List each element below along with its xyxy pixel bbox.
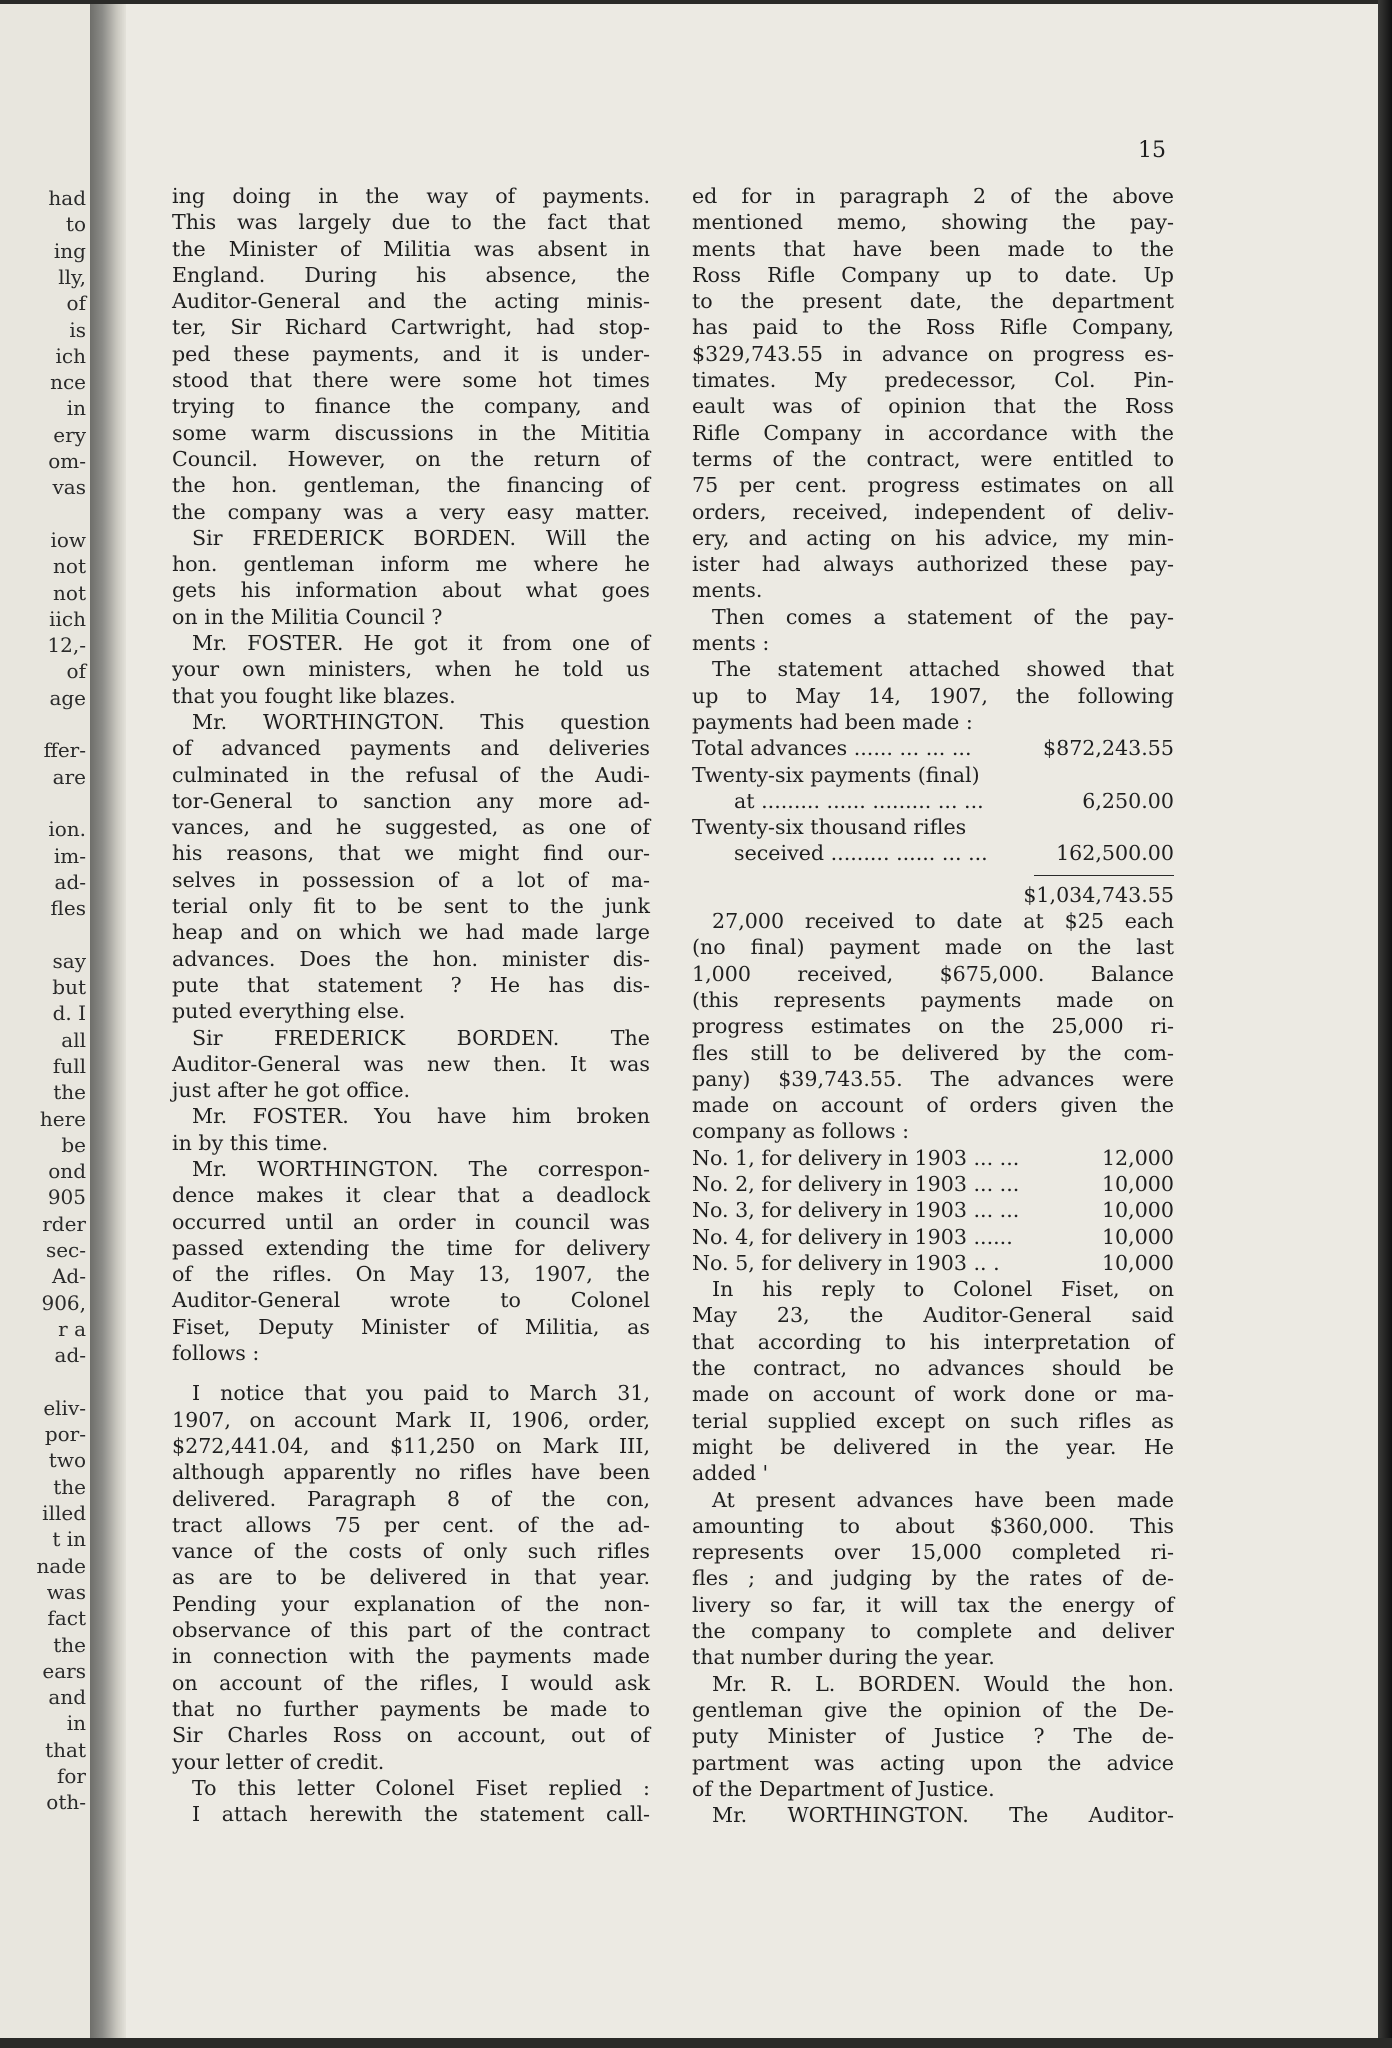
previous-page-fragment: of [66, 659, 86, 684]
text-line: In his reply to Colonel Fiset, on [712, 1277, 1174, 1302]
text-line: that number during the year. [692, 1645, 995, 1670]
text-line: in by this time. [172, 1130, 329, 1155]
text-line: terms of the contract, were entitled to [692, 446, 1174, 471]
payment-label: Total advances ...... ... ... ... [692, 736, 972, 761]
paragraph-gap [172, 1366, 650, 1380]
previous-page-fragment: that [45, 1737, 86, 1762]
text-line: (no final) payment made on the last [692, 935, 1174, 960]
text-line: company as follows : [692, 1119, 910, 1144]
text-line: the company to complete and deliver [692, 1619, 1174, 1644]
payment-label: Twenty-six payments (final) [692, 762, 980, 787]
previous-page-fragment: not [53, 580, 86, 605]
text-line: of advanced payments and deliveries [172, 736, 650, 761]
previous-page-fragment: vas [52, 475, 86, 500]
previous-page-fragment: eliv- [43, 1395, 86, 1420]
scan-border-top [0, 0, 1392, 4]
text-line: on in the Militia Council ? [172, 604, 443, 629]
previous-page-fragment: Ad- [51, 1264, 86, 1289]
text-line: heap and on which we had made large [172, 920, 650, 945]
order-label: No. 1, for delivery in 1903 ... ... [692, 1145, 1020, 1170]
text-line: although apparently no rifles have been [172, 1460, 650, 1485]
previous-page-fragment: for [56, 1764, 86, 1788]
previous-page-edge [0, 0, 90, 2048]
payment-grand-total: $1,034,743.55 [1023, 882, 1174, 907]
text-line: to the present date, the department [692, 289, 1174, 314]
text-line: fles ; and judging by the rates of de- [692, 1566, 1174, 1591]
text-line: Sir Charles Ross on account, out of [172, 1723, 650, 1748]
payment-label: at ......... ...... ......... ... ... [734, 788, 984, 813]
text-line: the hon. gentleman, the financing of [172, 473, 650, 498]
right-column-bottom-text [692, 1276, 1174, 1828]
previous-page-fragment: iich [49, 606, 86, 631]
text-line: culminated in the refusal of the Audi- [172, 762, 650, 787]
text-line: advances. Does the hon. minister dis- [172, 946, 650, 971]
previous-page-fragment: ad- [54, 869, 86, 894]
previous-page-fragment: im- [53, 843, 86, 868]
payments-statement [692, 735, 1174, 908]
order-row [692, 1224, 1174, 1250]
previous-page-fragment: por- [44, 1422, 86, 1447]
text-line: terial only fit to be sent to the junk [172, 894, 650, 919]
text-line: hon. gentleman inform me where he [172, 552, 650, 577]
previous-page-fragment: sec- [45, 1238, 86, 1262]
previous-page-fragment: ad- [54, 1343, 86, 1368]
previous-page-fragment: nade [36, 1553, 86, 1578]
text-line: To this letter Colonel Fiset replied : [192, 1775, 650, 1800]
previous-page-fragment: two [48, 1448, 86, 1473]
text-line: ments. [692, 578, 763, 603]
previous-page-fragment: 906, [41, 1290, 86, 1315]
previous-page-fragment: all [61, 1027, 86, 1052]
text-line: puted everything else. [172, 999, 406, 1024]
previous-page-fragment: rder [42, 1211, 86, 1236]
text-line: amounting to about $360,000. This [692, 1513, 1174, 1538]
text-line: of the Department of Justice. [692, 1776, 995, 1801]
text-line: Sir FREDERICK BORDEN. The [192, 1025, 650, 1050]
page-number: 15 [1138, 138, 1166, 163]
previous-page-fragment: had [48, 186, 86, 210]
text-line: May 23, the Auditor-General said [692, 1303, 1174, 1328]
text-line: Ross Rifle Company up to date. Up [692, 262, 1174, 287]
text-line: payments had been made : [692, 709, 973, 734]
text-line: selves in possession of a lot of ma- [172, 867, 650, 892]
text-line: 1907, on account Mark II, 1906, order, [172, 1407, 650, 1432]
payment-row [692, 814, 1174, 840]
text-line: made on account of orders given the [692, 1093, 1174, 1118]
text-line: trying to finance the company, and [172, 394, 650, 419]
text-line: Pending your explanation of the non- [172, 1591, 650, 1616]
text-line: mentioned memo, showing the pay- [692, 210, 1174, 235]
payment-label: Twenty-six thousand rifles [692, 815, 967, 840]
previous-page-fragment: but [52, 975, 86, 999]
payment-row [692, 788, 1174, 814]
text-line: partment was acting upon the advice [692, 1750, 1174, 1775]
previous-page-fragment: ears [42, 1658, 86, 1683]
order-row [692, 1197, 1174, 1223]
order-row [692, 1145, 1174, 1171]
text-line: Mr. WORTHINGTON. The correspon- [192, 1156, 650, 1181]
text-line: At present advances have been made [712, 1487, 1174, 1512]
text-line: ery, and acting on his advice, my min- [692, 525, 1174, 550]
previous-page-fragment: not [53, 554, 86, 579]
text-line: delivered. Paragraph 8 of the con, [172, 1486, 650, 1511]
text-line: ed for in paragraph 2 of the above [692, 184, 1174, 208]
text-line: $272,441.04, and $11,250 on Mark III, [172, 1433, 650, 1458]
order-row [692, 1250, 1174, 1276]
order-quantity: 10,000 [1101, 1198, 1174, 1223]
text-line: Mr. FOSTER. He got it from one of [192, 631, 650, 656]
previous-page-fragment: the [53, 1632, 86, 1657]
text-line: Mr. WORTHINGTON. This question [192, 709, 650, 734]
text-line: his reasons, that we might find our- [172, 841, 650, 866]
text-line: might be delivered in the year. He [692, 1434, 1174, 1459]
text-line: tor-General to sanction any more ad- [172, 788, 650, 813]
previous-page-fragment: r a [58, 1316, 86, 1341]
text-line: Rifle Company in accordance with the [692, 420, 1174, 445]
previous-page-fragment: t in [52, 1527, 86, 1552]
text-line: ister had always authorized these pay- [692, 552, 1174, 577]
previous-page-fragment: in [66, 1711, 86, 1736]
text-line: vances, and he suggested, as one of [172, 815, 650, 840]
text-line: Auditor-General wrote to Colonel [172, 1288, 650, 1313]
previous-page-fragment: nce [50, 370, 86, 395]
text-line: puty Minister of Justice ? The de- [692, 1724, 1174, 1749]
text-line: I attach herewith the statement call- [192, 1802, 650, 1827]
previous-page-fragment: ion. [48, 817, 86, 842]
text-line: orders, received, independent of deliv- [692, 499, 1174, 524]
text-line: tract allows 75 per cent. of the ad- [172, 1512, 650, 1537]
text-line: observance of this part of the contract [172, 1618, 650, 1643]
text-line: your letter of credit. [172, 1749, 385, 1774]
book-gutter [90, 0, 126, 2048]
right-column [692, 183, 1174, 1828]
text-line: in connection with the payments made [172, 1644, 650, 1669]
text-line: ped these payments, and it is under- [172, 341, 650, 366]
previous-page-fragment: fles [50, 896, 86, 921]
payment-amount: 162,500.00 [1056, 841, 1174, 866]
previous-page-fragment: are [52, 764, 86, 789]
text-line: ing doing in the way of payments. [172, 184, 650, 208]
previous-page-fragment: ing [53, 238, 86, 263]
previous-page-fragment: 905 [47, 1185, 86, 1210]
order-label: No. 2, for delivery in 1903 ... ... [692, 1171, 1020, 1196]
payment-row [692, 840, 1174, 866]
text-line: Mr. FOSTER. You have him broken [192, 1104, 650, 1129]
text-line: Auditor-General and the acting minis- [172, 289, 650, 314]
previous-page-fragment: full [52, 1053, 86, 1078]
payment-amount: 6,250.00 [1082, 788, 1174, 813]
text-line: Mr. WORTHINGTON. The Auditor- [712, 1803, 1174, 1828]
text-line: passed extending the time for delivery [172, 1235, 650, 1260]
text-line: This was largely due to the fact that [172, 210, 650, 235]
previous-page-fragment: lly, [58, 264, 86, 289]
text-line: livery so far, it will tax the energy of [692, 1592, 1174, 1617]
text-line: ter, Sir Richard Cartwright, had stop- [172, 315, 650, 340]
right-column-top-text [692, 183, 1174, 735]
previous-page-fragment: the [53, 1080, 86, 1105]
text-line: made on account of work done or ma- [692, 1382, 1174, 1407]
payment-row [692, 762, 1174, 788]
text-line: just after he got office. [172, 1078, 411, 1103]
text-line: eault was of opinion that the Ross [692, 394, 1174, 419]
previous-page-fragment: in [66, 396, 86, 421]
previous-page-fragment: ond [48, 1159, 86, 1184]
text-line: 75 per cent. progress estimates on all [692, 473, 1174, 498]
text-line: has paid to the Ross Rifle Company, [692, 315, 1174, 340]
text-line: Fiset, Deputy Minister of Militia, as [172, 1314, 650, 1339]
previous-page-fragment: to [65, 212, 86, 237]
payment-label: seceived ......... ...... ... ... [734, 841, 988, 866]
text-line: ments : [692, 631, 770, 656]
previous-page-fragment: here [39, 1106, 86, 1131]
order-quantity: 12,000 [1101, 1145, 1174, 1170]
text-line: occurred until an order in council was [172, 1209, 650, 1234]
text-line: gets his information about what goes [172, 578, 650, 603]
text-line: England. During his absence, the [172, 262, 650, 287]
text-line: Then comes a statement of the pay- [712, 604, 1174, 629]
text-line: stood that there were some hot times [172, 368, 650, 393]
previous-page-fragment: of [66, 291, 86, 316]
text-line: Auditor-General was new then. It was [172, 1051, 650, 1076]
previous-page-fragment: the [53, 1474, 86, 1499]
previous-page-fragment: say [52, 948, 86, 973]
text-line: $329,743.55 in advance on progress es- [692, 341, 1174, 366]
text-line: 1,000 received, $675,000. Balance [692, 961, 1174, 986]
text-line: some warm discussions in the Mititia [172, 420, 650, 445]
text-line: the company was a very easy matter. [172, 499, 650, 524]
right-column-middle-text [692, 908, 1174, 1145]
order-quantity: 10,000 [1101, 1224, 1174, 1249]
text-line: added ' [692, 1461, 769, 1486]
text-line: on account of the rifles, I would ask [172, 1670, 650, 1695]
text-line: Council. However, on the return of [172, 446, 650, 471]
text-line: the contract, no advances should be [692, 1356, 1174, 1381]
previous-page-fragment: be [61, 1132, 86, 1157]
previous-page-fragment: was [46, 1579, 86, 1604]
text-line: ments that have been made to the [692, 236, 1174, 261]
previous-page-fragment: om- [48, 449, 86, 473]
previous-page-fragment: oth- [46, 1790, 86, 1815]
text-line: terial supplied except on such rifles as [692, 1408, 1174, 1433]
text-line: your own ministers, when he told us [172, 657, 650, 682]
text-line: that you fought like blazes. [172, 683, 456, 708]
text-line: of the rifles. On May 13, 1907, the [172, 1262, 650, 1287]
previous-page-fragment: illed [42, 1501, 86, 1525]
text-line: progress estimates on the 25,000 ri- [692, 1014, 1174, 1039]
scan-border-right [1378, 0, 1392, 2048]
orders-list [692, 1145, 1174, 1276]
previous-page-fragment: ery [53, 422, 86, 447]
text-line: that no further payments be made to [172, 1696, 650, 1721]
previous-page-fragment: iow [50, 527, 86, 552]
previous-page-fragment: age [49, 685, 86, 710]
text-line: represents over 15,000 completed ri- [692, 1540, 1174, 1565]
text-line: Mr. R. L. BORDEN. Would the hon. [712, 1671, 1174, 1696]
text-line: pany) $39,743.55. The advances were [692, 1066, 1174, 1091]
text-line: 27,000 received to date at $25 each [712, 909, 1174, 934]
payment-amount: $872,243.55 [1042, 736, 1174, 761]
text-line: I notice that you paid to March 31, [192, 1381, 650, 1406]
order-quantity: 10,000 [1101, 1250, 1174, 1275]
scan-border-bottom [0, 2038, 1392, 2048]
text-line: Sir FREDERICK BORDEN. Will the [192, 525, 650, 550]
previous-page-fragment: ich [55, 343, 86, 368]
payment-row [692, 735, 1174, 761]
previous-page-fragment: and [48, 1685, 86, 1710]
text-line: dence makes it clear that a deadlock [172, 1183, 650, 1208]
order-quantity: 10,000 [1101, 1171, 1174, 1196]
previous-page-fragment: d. I [52, 1001, 86, 1026]
text-line: (this represents payments made on [692, 987, 1174, 1012]
left-column [172, 183, 650, 1827]
text-line: vance of the costs of only such rifles [172, 1539, 650, 1564]
text-line: the Minister of Militia was absent in [172, 236, 650, 261]
order-label: No. 4, for delivery in 1903 ...... [692, 1224, 1013, 1249]
order-row [692, 1171, 1174, 1197]
text-line: timates. My predecessor, Col. Pin- [692, 368, 1174, 393]
order-label: No. 3, for delivery in 1903 ... ... [692, 1198, 1020, 1223]
previous-page-fragment: is [69, 317, 86, 342]
order-label: No. 5, for delivery in 1903 .. . [692, 1250, 1000, 1275]
text-line: fles still to be delivered by the com- [692, 1040, 1174, 1065]
text-line: up to May 14, 1907, the following [692, 683, 1174, 708]
text-line: gentleman give the opinion of the De- [692, 1697, 1174, 1722]
total-rule [1034, 875, 1174, 876]
previous-page-fragment: 12,- [47, 633, 86, 658]
text-line: as are to be delivered in that year. [172, 1565, 650, 1590]
previous-page-fragment: ffer- [43, 738, 86, 763]
text-line: pute that statement ? He has dis- [172, 972, 650, 997]
text-line: follows : [172, 1341, 260, 1366]
text-line: The statement attached showed that [712, 657, 1174, 682]
previous-page-fragment: fact [47, 1606, 86, 1631]
text-line: that according to his interpretation of [692, 1329, 1174, 1354]
